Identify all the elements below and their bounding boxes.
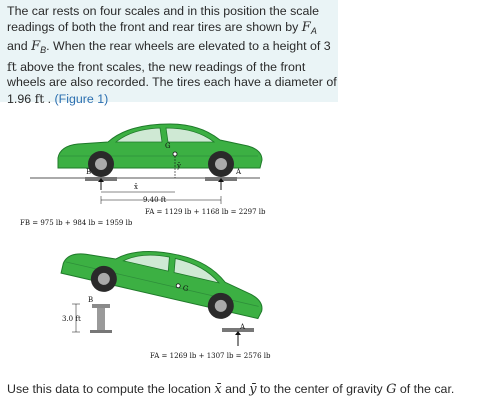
point-a-label: A bbox=[236, 168, 242, 176]
top-car bbox=[20, 124, 266, 227]
unit-ft: ft bbox=[7, 58, 17, 74]
question-text-part: to the center of gravity bbox=[256, 382, 387, 396]
force-fb-symbol: F bbox=[31, 39, 41, 54]
cg-label: G bbox=[165, 142, 171, 150]
wheelbase-dimension: 9.40 ft bbox=[143, 196, 167, 204]
figure-drawing bbox=[0, 118, 330, 368]
xbar-label: x̄ bbox=[134, 183, 138, 191]
problem-text-part: The car rests on four scales and in this position the scale readings of both the front and rear tires are shown by bbox=[7, 4, 319, 34]
problem-text-part: . bbox=[44, 91, 55, 106]
point-b-label: B bbox=[86, 168, 92, 176]
question-text-part: Use this data to compute the location bbox=[7, 382, 215, 396]
xbar-symbol: x̄ bbox=[214, 382, 222, 397]
fa-reading-level: FA = 1129 lb + 1168 lb = 2297 lb bbox=[145, 208, 266, 216]
force-fa-subscript: A bbox=[310, 25, 317, 36]
question-text-part: and bbox=[221, 382, 250, 396]
problem-text-part: and bbox=[7, 39, 32, 53]
problem-text-part: . When the rear wheels are elevated to a height of 3 bbox=[46, 39, 331, 53]
question-text bbox=[7, 382, 479, 397]
problem-text-part: above the front scales, the new readings of the front wheels are also recorded. The tires each have a diameter of 1.96 bbox=[7, 59, 337, 106]
g-symbol: G bbox=[386, 382, 397, 397]
unit-ft: ft bbox=[34, 90, 45, 106]
point-b-label-tilted: B bbox=[88, 296, 94, 304]
lift-post bbox=[97, 308, 105, 330]
figure-link[interactable]: (Figure 1) bbox=[54, 91, 109, 106]
figure-1 bbox=[0, 118, 330, 368]
problem-text bbox=[7, 4, 337, 107]
cg-marker-tilted bbox=[176, 283, 181, 288]
lift-platform bbox=[92, 304, 110, 308]
force-fa-symbol: F bbox=[301, 19, 311, 35]
lift-height-dimension: 3.0 ft bbox=[62, 315, 81, 323]
problem-statement-panel bbox=[0, 0, 338, 106]
ybar-symbol: ȳ bbox=[249, 382, 257, 397]
bottom-car bbox=[59, 230, 271, 360]
cg-marker bbox=[173, 152, 177, 156]
cg-label-tilted: G bbox=[181, 283, 190, 294]
fb-reading-level: FB = 975 lb + 984 lb = 1959 lb bbox=[20, 219, 133, 227]
point-a-label-tilted: A bbox=[240, 323, 246, 331]
force-fb-subscript: B bbox=[40, 45, 47, 55]
ybar-label: ȳ bbox=[177, 162, 181, 170]
fa-reading-tilted: FA = 1269 lb + 1307 lb = 2576 lb bbox=[150, 352, 271, 360]
question-text-part: of the car. bbox=[396, 382, 455, 396]
